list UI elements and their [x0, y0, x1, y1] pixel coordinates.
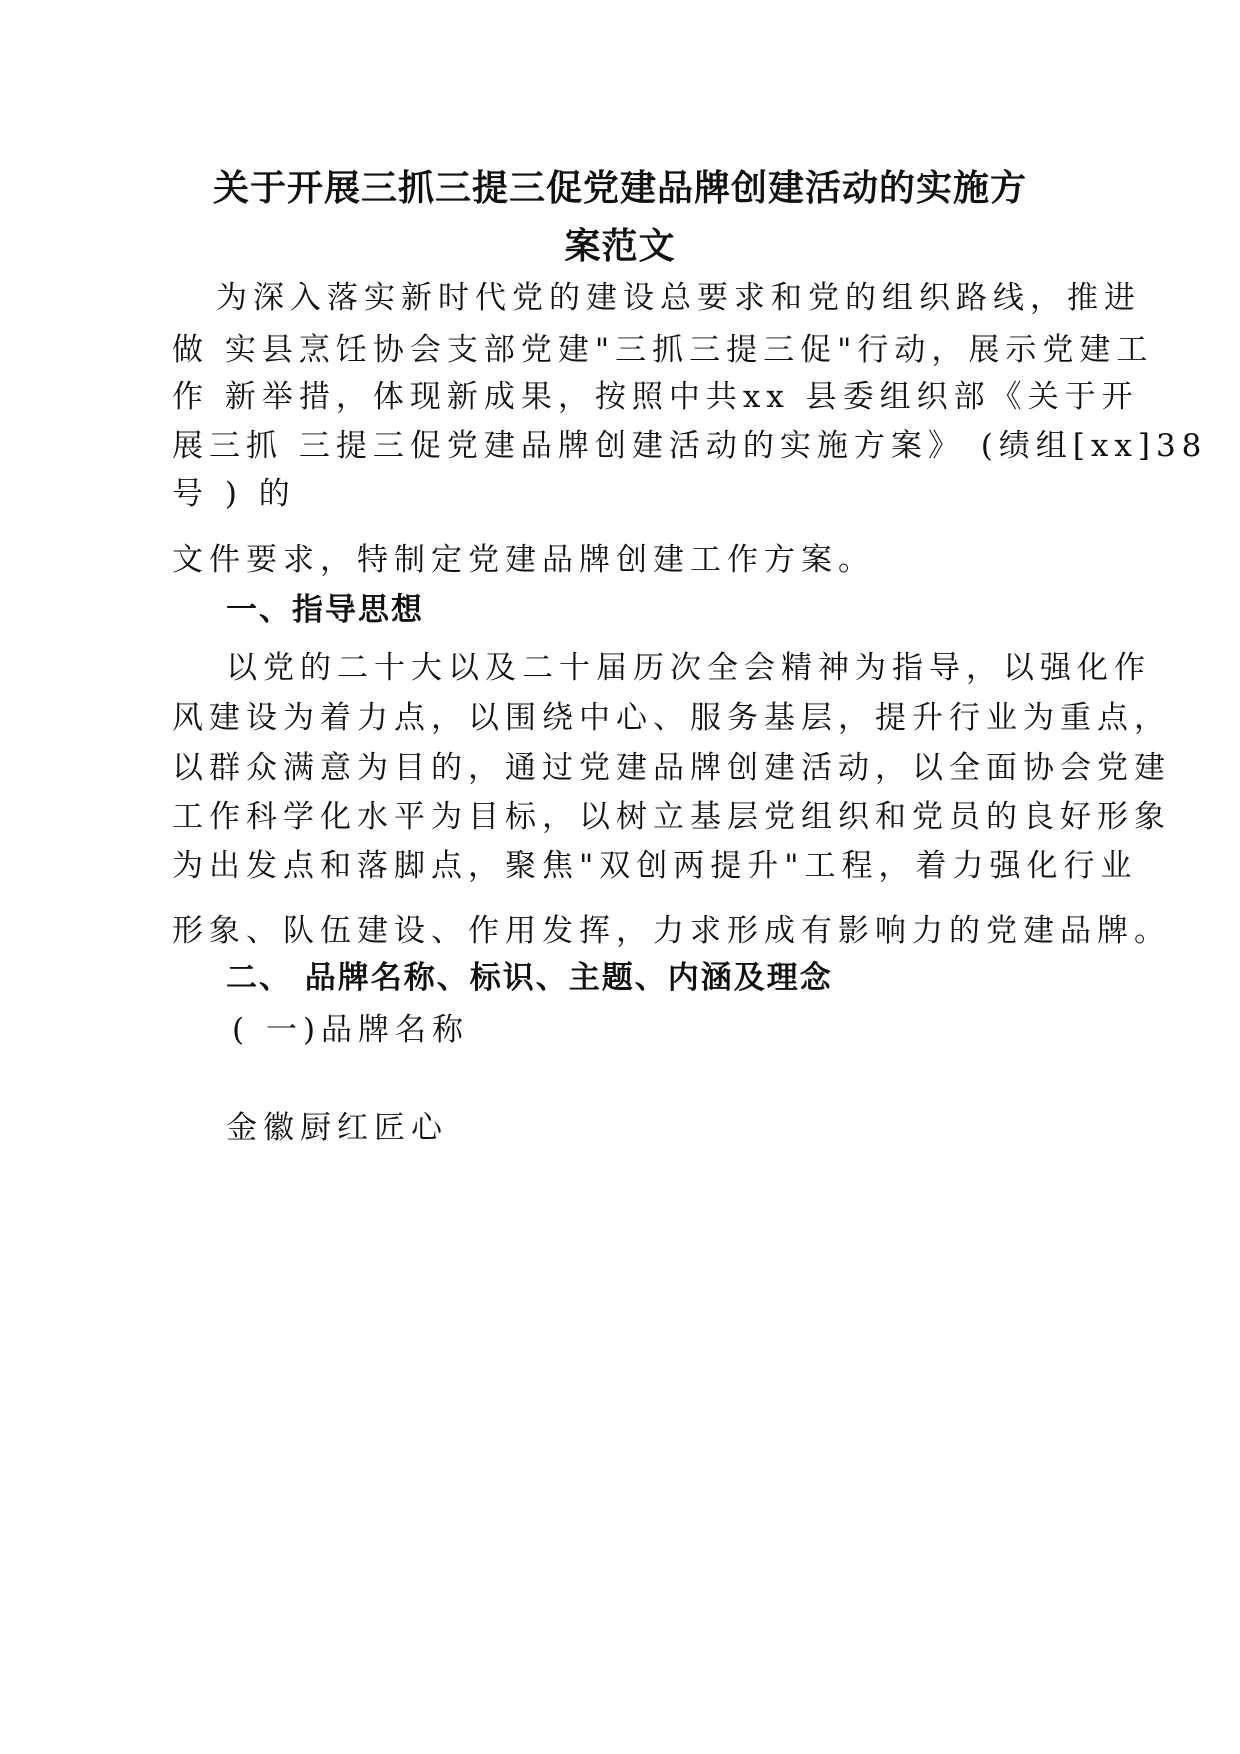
paragraph-line: 风建设为着力点，以围绕中心、服务基层，提升行业为重点， — [172, 700, 1171, 736]
paragraph-line: 号 ) 的 — [172, 476, 296, 512]
document-title-line-1: 关于开展三抓三提三促党建品牌创建活动的实施方 — [212, 168, 1027, 209]
paragraph-line: 以群众满意为目的，通过党建品牌创建活动，以全面协会党建 — [172, 750, 1171, 786]
section-heading-brand: 二、 品牌名称、标识、主题、内涵及理念 — [226, 960, 833, 996]
paragraph-line: 形象、队伍建设、作用发挥，力求形成有影响力的党建品牌。 — [172, 913, 1171, 949]
subsection-heading-brand-name: ( 一)品牌名称 — [232, 1012, 470, 1048]
brand-name-text: 金徽厨红匠心 — [226, 1110, 448, 1146]
paragraph-line: 文件要求，特制定党建品牌创建工作方案。 — [172, 542, 875, 578]
paragraph-line: 展三抓 三提三促党建品牌创建活动的实施方案》 (绩组[xx]38 — [172, 428, 1208, 464]
section-heading-guiding-ideology: 一、指导思想 — [226, 592, 424, 628]
paragraph-line: 为深入落实新时代党的建设总要求和党的组织路线，推进 — [216, 280, 1141, 316]
paragraph-line: 作 新举措，体现新成果，按照中共xx 县委组织部《关于开 — [172, 379, 1139, 415]
paragraph-line: 工作科学化水平为目标，以树立基层党组织和党员的良好形象 — [172, 799, 1171, 835]
paragraph-line: 做 实县烹饪协会支部党建"三抓三提三促"行动，展示党建工 — [172, 332, 1154, 368]
paragraph-line: 为出发点和落脚点，聚焦"双创两提升"工程，着力强化行业 — [172, 848, 1138, 884]
paragraph-line: 以党的二十大以及二十届历次全会精神为指导，以强化作 — [226, 650, 1151, 686]
document-title-line-2: 案范文 — [564, 226, 676, 267]
